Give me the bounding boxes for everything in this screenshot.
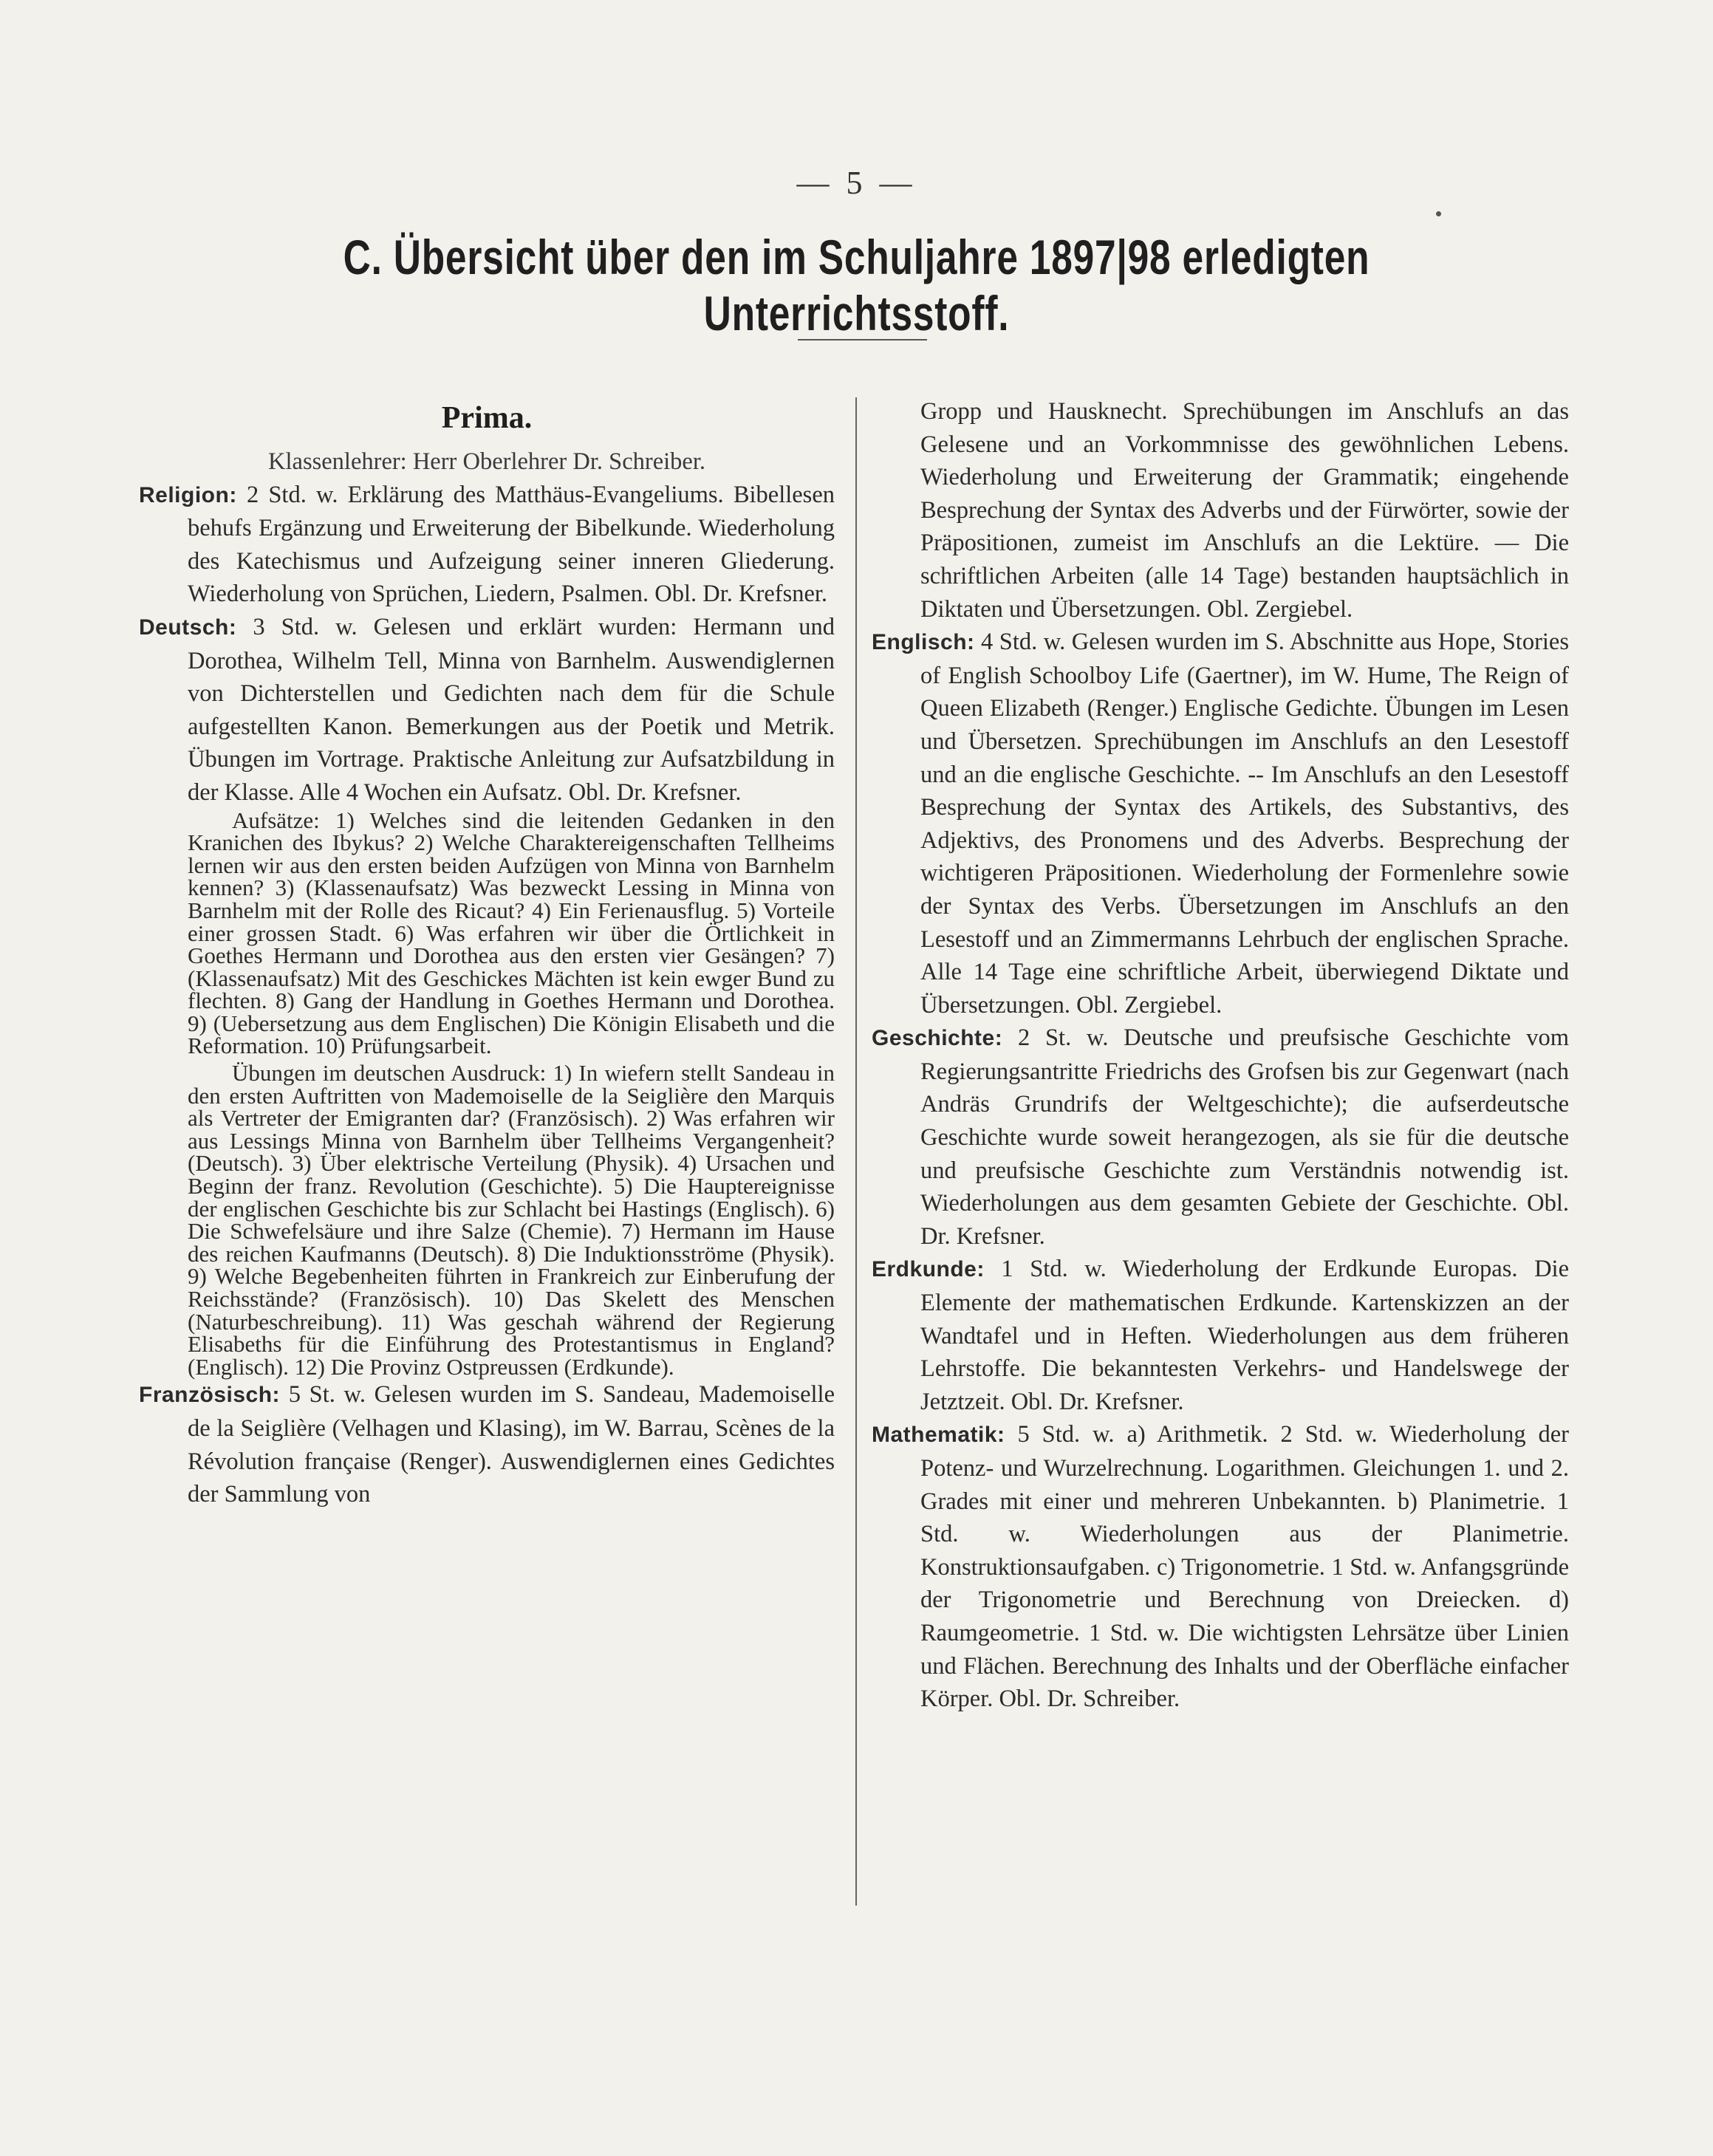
mathematik-text: 5 Std. w. a) Arithmetik. 2 Std. w. Wiederholung der Potenz- und Wurzelrechnung. Logarithmen. Gleichungen 1. und 2. Grades mit einer und mehreren Unbekannten. b) Planimetrie. 1 Std. w. Wiederholungen aus der Planimetrie. Konstruktionsaufgaben. c) Trigonometrie. 1 Std. w. Anfangsgründe der Trigonometrie und Berechnung von Dreiecken. d) Raumgeometrie. 1 Std. w. Die wichtigsten Lehrsätze über Linien und Flächen. Berechnung des Inhalts und der Oberfläche einfacher Körper. Obl. Dr. Schreiber. <box>920 1421 1570 1713</box>
column-divider <box>855 397 857 1906</box>
deutsch-text: 3 Std. w. Gelesen und erklärt wurden: Hermann und Dorothea, Wilhelm Tell, Minna von Barnhelm. Auswendiglernen von Dichterstellen und Gedichten nach dem für die Schule aufgestellten Kanon. Bemerkungen aus der Poetik und Metrik. Übungen im Vortrage. Praktische Anleitung zur Aufsatzbildung in der Klasse. Alle 4 Wochen ein Aufsatz. Obl. Dr. Krefsner. <box>188 613 835 806</box>
geschichte-text: 2 St. w. Deutsche und preufsische Geschichte vom Regierungsantritte Friedrichs des Grofsen bis zur Gegenwart (nach Andräs Grundrifs der Weltgeschichte); die aufserdeutsche Geschichte wurde soweit herangezogen, als sie für die deutsche und preufsische Geschichte zum Verständnis notwendig ist. Wiederholungen aus dem gesamten Gebiete der Geschichte. Obl. Dr. Krefsner. <box>920 1024 1569 1250</box>
title-rule <box>798 339 927 340</box>
print-speck <box>1436 211 1441 216</box>
subject-franzoesisch <box>139 1378 835 1510</box>
subject-religion <box>139 479 835 611</box>
class-teacher: Klassenlehrer: Herr Oberlehrer Dr. Schreiber. <box>268 448 705 475</box>
subject-geschichte <box>872 1021 1569 1253</box>
subject-label-geschichte: Geschichte: <box>872 1026 1003 1051</box>
section-heading-prima: Prima. <box>441 401 533 435</box>
englisch-text: 4 Std. w. Gelesen wurden im S. Abschnitte aus Hope, Stories of English Schoolboy Life (Gaertner), im W. Hume, The Reign of Queen Elizabeth (Renger.) Englische Gedichte. Übungen im Lesen und Übersetzen. Sprechübungen im Anschlufs an den Lesestoff und an die englische Geschichte. -- Im Anschlufs an den Lesestoff Besprechung der Syntax des Artikels, des Substantivs, des Adjektivs, des Pronomens und des Adverbs. Besprechung der wichtigeren Präpositionen. Wiederholung der Formenlehre sowie der Syntax des Verbs. Übersetzungen im Anschlufs an den Lesestoff und an Zimmermanns Lehrbuch der englischen Sprache. Alle 14 Tage eine schriftliche Arbeit, überwiegend Diktate und Übersetzungen. Obl. Zergiebel. <box>920 629 1569 1019</box>
subject-label-mathematik: Mathematik: <box>872 1423 1005 1448</box>
subject-erdkunde <box>872 1253 1569 1418</box>
erdkunde-text: 1 Std. w. Wiederholung der Erdkunde Europas. Die Elemente der mathematischen Erdkunde. Kartenskizzen an der Wandtafel und in Heften. Wiederholungen aus dem früheren Lehrstoffe. Die bekanntesten Verkehrs- und Handelswege der Jetztzeit. Obl. Dr. Krefsner. <box>920 1256 1569 1415</box>
left-column <box>139 395 835 1511</box>
subject-label-franzoesisch: Französisch: <box>139 1383 281 1408</box>
deutsch-aufsaetze: Aufsätze: 1) Welches sind die leitenden Gedanken in den Kranichen des Ibykus? 2) Welche Charaktereigenschaften Tellheims lernen wir aus den ersten beiden Aufzügen von Minna von Barnhelm kennen? 3) (Klassenaufsatz) Was bezweckt Lessing in Minna von Barnhelm mit der Rolle des Ricaut? 4) Ein Ferienausflug. 5) Vorteile einer grossen Stadt. 6) Was erfahren wir über die Örtlichkeit in Goethes Hermann und Dorothea aus den ersten vier Gesängen? 7) (Klassenaufsatz) Mit des Geschickes Mächten ist kein ewger Bund zu flechten. 8) Gang der Handlung in Goethes Hermann und Dorothea. 9) (Uebersetzung aus dem Englischen) Die Königin Elisabeth und die Reformation. 10) Prüfungsarbeit. <box>188 807 835 1059</box>
subject-label-deutsch: Deutsch: <box>139 615 237 640</box>
franzoesisch-text: 5 St. w. Gelesen wurden im S. Sandeau, Mademoiselle de la Seiglière (Velhagen und Klasing), im W. Barrau, Scènes de la Révolution française (Renger). Auswendiglernen eines Gedichtes der Sammlung von <box>188 1381 835 1508</box>
page-number: — 5 — <box>796 165 917 201</box>
subject-deutsch <box>139 611 835 810</box>
page-title: C. Übersicht über den im Schuljahre 1897|98 erledigten Unterrichtsstoff. <box>343 230 1370 340</box>
subject-englisch <box>872 626 1569 1021</box>
subject-label-englisch: Englisch: <box>872 630 975 655</box>
deutsch-uebungen: Übungen im deutschen Ausdruck: 1) In wiefern stellt Sandeau in den ersten Auftritten von Mademoiselle de la Seiglière den Marquis als Vertreter der Emigranten dar? (Französisch). 2) Was erfahren wir aus Lessings Minna von Barnhelm über Tellheims Vergangenheit? (Deutsch). 3) Über elektrische Verteilung (Physik). 4) Ursachen und Beginn der franz. Revolution (Geschichte). 5) Die Hauptereignisse der englischen Geschichte bis zur Schlacht bei Hastings (Englisch). 6) Die Schwefelsäure und ihre Salze (Chemie). 7) Hermann im Hause des reichen Kaufmanns (Deutsch). 8) Die Induktionsströme (Physik). 9) Welche Begebenheiten führten in Frankreich zur Einberufung der Reichsstände? (Französisch). 10) Das Skelett des Menschen (Naturbeschreibung). 11) Was geschah während der Regierung Elisabeths für die Einführung des Protestantismus in England? (Englisch). 12) Die Provinz Ostpreussen (Erdkunde). <box>188 1060 835 1380</box>
subject-mathematik <box>872 1418 1569 1715</box>
subject-label-religion: Religion: <box>139 482 237 507</box>
right-column <box>872 395 1569 1716</box>
subject-label-erdkunde: Erdkunde: <box>872 1257 985 1282</box>
franzoesisch-continuation: Gropp und Hausknecht. Sprechübungen im Anschlufs an das Gelesene und an Vorkommnisse des gewöhnlichen Lebens. Wiederholung und Erweiterung der Grammatik; eingehende Besprechung der Syntax des Adverbs und der Fürwörter, sowie der Präpositionen, zumeist im Anschlufs an die Lektüre. — Die schriftlichen Arbeiten (alle 14 Tage) bestanden hauptsächlich in Diktaten und Übersetzungen. Obl. Zergiebel. <box>920 398 1569 623</box>
religion-text: 2 Std. w. Erklärung des Matthäus-Evangeliums. Bibellesen behufs Ergänzung und Erweiterung der Bibelkunde. Wiederholung des Katechismus und Aufzeigung seiner inneren Gliederung. Wiederholung von Sprüchen, Liedern, Psalmen. Obl. Dr. Krefsner. <box>188 481 835 608</box>
